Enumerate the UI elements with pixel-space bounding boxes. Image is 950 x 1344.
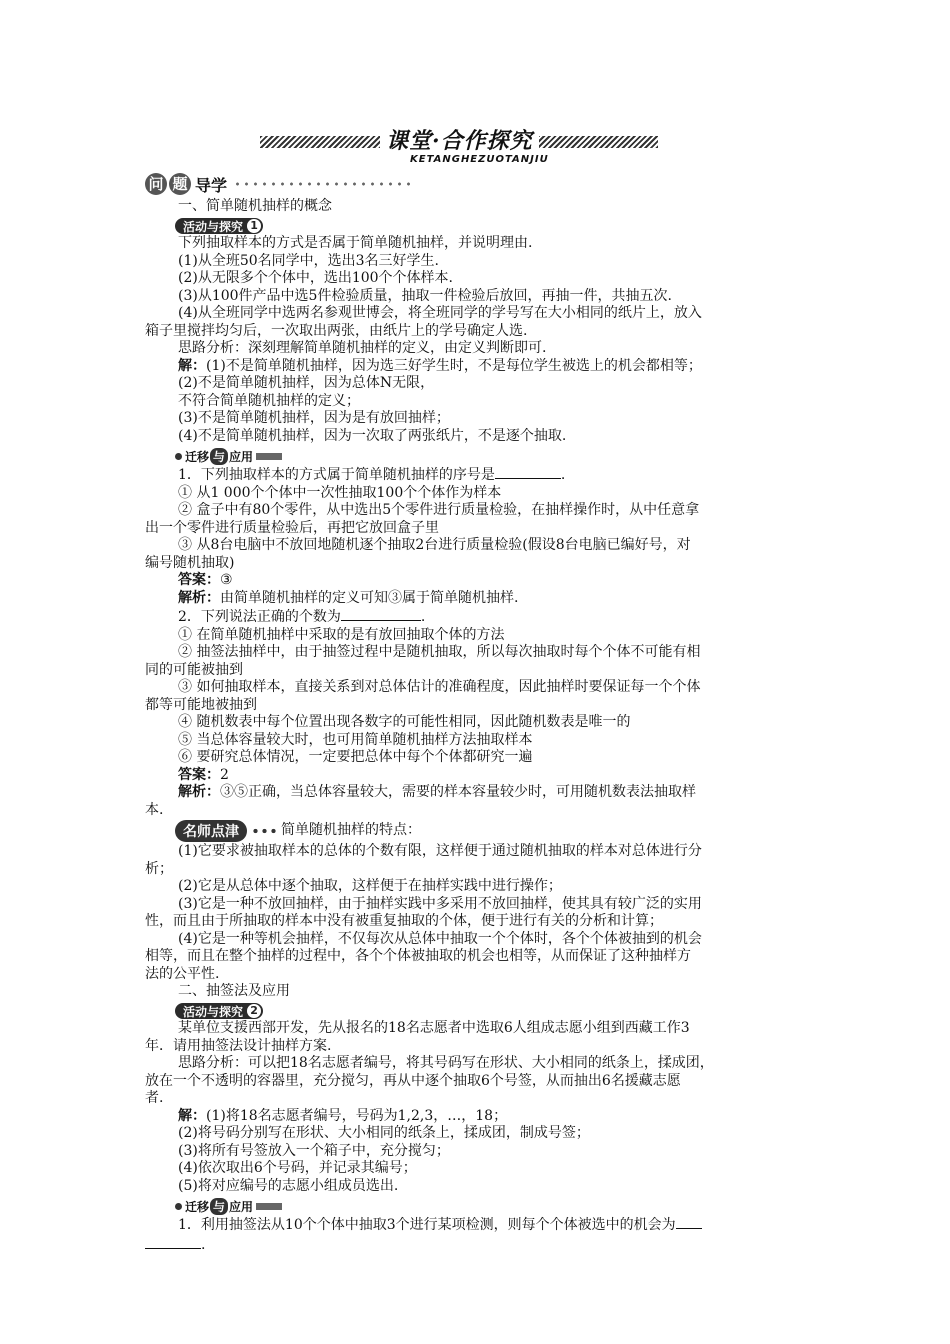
tip-line: 法的公平性. bbox=[145, 965, 220, 982]
option-line: 同的可能被抽到 bbox=[145, 661, 243, 678]
answer-line bbox=[145, 572, 809, 590]
explanation-line bbox=[145, 784, 809, 802]
activity-badge-1 bbox=[175, 218, 263, 234]
dotted-rule bbox=[233, 181, 413, 187]
apply-badge-1 bbox=[175, 449, 282, 464]
option-line: ⑥ 要研究总体情况，一定要把总体中每个个体都研究一遍 bbox=[178, 749, 533, 765]
badge-dot bbox=[175, 453, 182, 460]
header-banner bbox=[260, 126, 660, 154]
apply-b: 与 bbox=[210, 1198, 228, 1215]
tip-line: (4)它是一种等机会抽样，不仅每次从总体中抽取一个个体时，各个个体被抽到的机会 bbox=[178, 930, 702, 947]
text-line: (3)从100件产品中选5件检验质量，抽取一件检验后放回，再抽一件，共抽五次. bbox=[178, 287, 672, 304]
answer-blank bbox=[145, 1235, 201, 1249]
answer-line bbox=[145, 358, 809, 376]
option-line: 编号随机抽取) bbox=[145, 554, 235, 571]
answer-line bbox=[145, 767, 809, 785]
answer-line: 不符合简单随机抽样的定义； bbox=[178, 392, 360, 409]
question-end: . bbox=[420, 609, 426, 625]
text-line: (1)从全班50名同学中，选出3名三好学生. bbox=[178, 252, 440, 269]
answer-blank bbox=[341, 607, 421, 621]
answer-label: 解： bbox=[178, 357, 206, 374]
apply-a: 迁移 bbox=[185, 1200, 210, 1214]
answer-line bbox=[145, 1108, 809, 1126]
option-line: ③ 如何抽取样本，直接关系到对总体估计的准确程度，因此抽样时要保证每一个个体 bbox=[178, 679, 701, 695]
answer-label: 解： bbox=[178, 1107, 206, 1124]
answer-text: (1)不是简单随机抽样，因为选三好学生时，不是每位学生被选上的机会都相等； bbox=[206, 357, 702, 374]
apply-badge-2 bbox=[175, 1199, 282, 1214]
text-line: 思路分析：深刻理解简单随机抽样的定义，由定义判断即可. bbox=[178, 340, 547, 356]
page-header bbox=[145, 120, 809, 172]
badge-bar bbox=[256, 453, 282, 460]
tip-line: (2)它是从总体中逐个抽取，这样便于在抽样实践中进行操作； bbox=[178, 878, 562, 894]
header-title: 课堂·合作探究 bbox=[380, 124, 539, 155]
activity-number: 2 bbox=[247, 1004, 261, 1018]
option-line: ③ 从8台电脑中不放回地随机逐个抽取2台进行质量检验(假设8台电脑已编好号，对 bbox=[178, 537, 691, 553]
answer-blank bbox=[495, 465, 561, 479]
guide-word: 导学 bbox=[195, 175, 228, 195]
document-page bbox=[145, 120, 809, 1254]
explanation-text: 由简单随机抽样的定义可知③属于简单随机抽样. bbox=[220, 589, 519, 606]
answer-line: (3)不是简单随机抽样，因为是有放回抽样； bbox=[178, 410, 450, 426]
explanation-label: 解析： bbox=[178, 784, 220, 800]
guide-heading bbox=[145, 170, 809, 198]
section1-title: 一、简单随机抽样的概念 bbox=[178, 198, 332, 214]
option-line: ① 在简单随机抽样中采取的是有放回抽取个体的方法 bbox=[178, 626, 505, 643]
answer-line: (4)不是简单随机抽样，因为一次取了两张纸片，不是逐个抽取. bbox=[178, 427, 567, 444]
answer-text: (1)将18名志愿者编号，号码为1,2,3，…，18； bbox=[206, 1107, 508, 1124]
guide-bubble-2: 题 bbox=[169, 173, 191, 195]
option-line: ① 从1 000个个体中一次性抽取100个个体作为样本 bbox=[178, 484, 502, 501]
section2-title: 二、抽签法及应用 bbox=[178, 983, 290, 999]
text-line: 下列抽取样本的方式是否属于简单随机抽样，并说明理由. bbox=[178, 235, 533, 251]
question-stem-text: 2．下列说法正确的个数为 bbox=[178, 609, 341, 625]
explanation-text: ③⑤正确，当总体容量较大，需要的样本容量较少时，可用随机数表法抽取样 bbox=[220, 784, 696, 800]
apply-c: 应用 bbox=[229, 1200, 254, 1214]
option-line: ② 抽签法抽样中，由于抽签过程中是随机抽取，所以每次抽取时每个个体不可能有相 bbox=[178, 644, 701, 660]
activity-label: 活动与探究 bbox=[183, 219, 244, 234]
apply-c: 应用 bbox=[229, 450, 254, 464]
question-stem-text: 1．下列抽取样本的方式属于简单随机抽样的序号是 bbox=[178, 467, 495, 483]
text-line: 箱子里搅拌均匀后，一次取出两张，由纸片上的学号确定人选. bbox=[145, 322, 528, 339]
explanation-label: 解析： bbox=[178, 589, 220, 606]
tip-line: 性，而且由于所抽取的样本中没有被重复抽取的个体，便于进行有关的分析和计算； bbox=[145, 913, 663, 929]
question-end: . bbox=[201, 1236, 206, 1253]
question-stem bbox=[145, 607, 809, 627]
activity-label: 活动与探究 bbox=[183, 1004, 244, 1019]
answer-line: (4)依次取出6个号码，并记录其编号； bbox=[178, 1160, 417, 1176]
question-stem bbox=[145, 465, 809, 485]
text-line: 放在一个不透明的容器里，充分搅匀，再从中逐个抽取6个号签，从而抽出6名援藏志愿 bbox=[145, 1072, 681, 1089]
tip-line: 相等，而且在整个抽样的过程中，各个个体被抽取的机会也相等，从而保证了这种抽样方 bbox=[145, 948, 691, 964]
guide-bubble-1: 问 bbox=[145, 173, 167, 195]
answer-blank bbox=[676, 1215, 702, 1229]
text-line: 年．请用抽签法设计抽样方案. bbox=[145, 1037, 332, 1054]
tip-line: (3)它是一种不放回抽样，由于抽样实践中多采用不放回抽样，使其具有较广泛的实用 bbox=[178, 895, 702, 912]
answer-line: (2)将号码分别写在形状、大小相同的纸条上，揉成团，制成号签； bbox=[178, 1125, 590, 1141]
option-line: ④ 随机数表中每个位置出现各数字的可能性相同，因此随机数表是唯一的 bbox=[178, 714, 631, 730]
question-stem bbox=[145, 1215, 809, 1235]
answer-line: (2)不是简单随机抽样，因为总体N无限， bbox=[178, 375, 435, 391]
badge-bar bbox=[256, 1203, 282, 1210]
tip-line: (1)它要求被抽取样本的总体的个数有限，这样便于通过随机抽取的样本对总体进行分 bbox=[178, 843, 702, 859]
answer-line: (3)将所有号签放入一个箱子中，充分搅匀； bbox=[178, 1142, 450, 1159]
answer-line: (5)将对应编号的志愿小组成员选出. bbox=[178, 1177, 399, 1194]
answer-label: 答案： bbox=[178, 572, 220, 588]
question-continuation bbox=[145, 1235, 809, 1255]
badge-dot bbox=[175, 1203, 182, 1210]
option-line: ⑤ 当总体容量较大时，也可用简单随机抽样方法抽取样本 bbox=[178, 731, 533, 748]
option-line: ② 盒子中有80个零件，从中选出5个零件进行质量检验，在抽样操作时，从中任意拿 bbox=[178, 502, 700, 518]
apply-a: 迁移 bbox=[185, 450, 210, 464]
text-line: 者. bbox=[145, 1090, 164, 1106]
text-line: 某单位支援西部开发，先从报名的18名志愿者中选取6人组成志愿小组到西藏工作3 bbox=[178, 1020, 690, 1036]
activity-number: 1 bbox=[247, 219, 261, 233]
tip-title: 简单随机抽样的特点： bbox=[281, 822, 421, 839]
text-line: (4)从全班同学中选两名参观世博会，将全班同学的学号写在大小相同的纸片上，放入 bbox=[178, 305, 702, 321]
option-line: 都等可能地被抽到 bbox=[145, 696, 257, 713]
text-line: (2)从无限多个个体中，选出100个个体样本. bbox=[178, 270, 454, 286]
text-line: 思路分析：可以把18名志愿者编号，将其号码写在形状、大小相同的纸条上，揉成团， bbox=[178, 1055, 714, 1071]
activity-badge-2 bbox=[175, 1003, 263, 1019]
apply-b: 与 bbox=[210, 448, 228, 465]
explanation-line bbox=[145, 590, 809, 608]
tip-line: 析； bbox=[145, 860, 173, 877]
tip-heading bbox=[175, 819, 809, 843]
explanation-line: 本. bbox=[145, 801, 164, 818]
option-line: 出一个零件进行质量检验后，再把它放回盒子里 bbox=[145, 519, 439, 536]
answer-value: 2 bbox=[220, 766, 229, 783]
tip-dots bbox=[251, 828, 277, 834]
header-subtitle: KETANGHEZUOTANJIU bbox=[410, 154, 549, 165]
tip-label: 名师点津 bbox=[175, 820, 247, 842]
answer-value: ③ bbox=[220, 572, 233, 588]
answer-label: 答案： bbox=[178, 766, 220, 783]
question-stem-text: 1．利用抽签法从10个个体中抽取3个进行某项检测，则每个个体被选中的机会为 bbox=[178, 1217, 676, 1233]
question-end: . bbox=[560, 467, 566, 483]
